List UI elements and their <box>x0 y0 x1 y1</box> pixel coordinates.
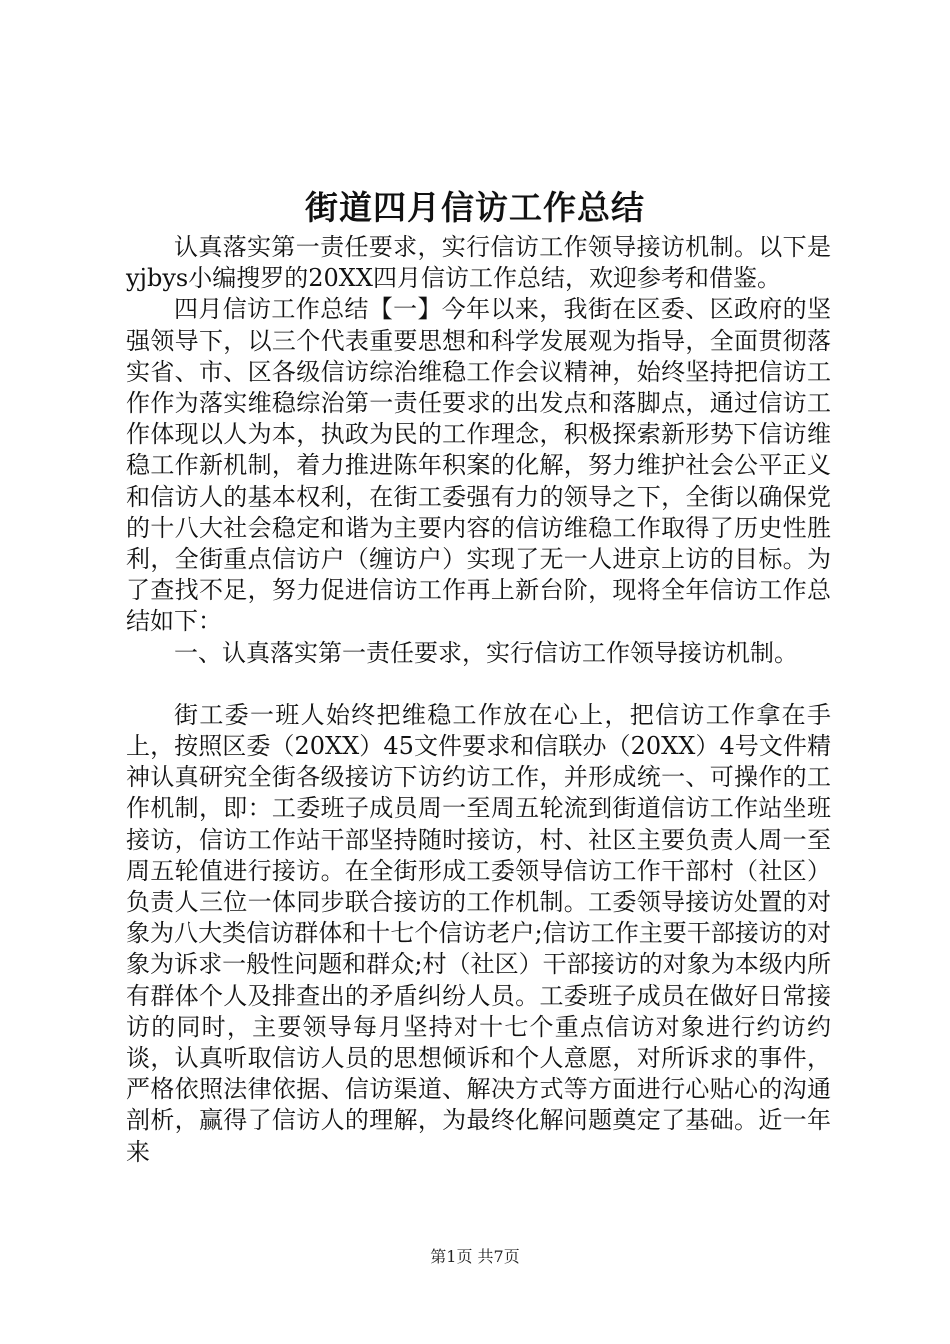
section-heading-1: 一、认真落实第一责任要求，实行信访工作领导接访机制。 <box>174 638 798 667</box>
document-body <box>126 232 831 1168</box>
summary-paragraph: 四月信访工作总结【一】今年以来，我街在区委、区政府的坚强领导下，以三个代表重要思想和科学发展观为指导，全面贯彻落实省、市、区各级信访综治维稳工作会议精神，始终坚持把信访工作作为落实维稳综治第一责任要求的出发点和落脚点，通过信访工作体现以人为本，执政为民的工作理念，积极探索新形势下信访维稳工作新机制，着力推进陈年积案的化解，努力维护社会公平正义和信访人的基本权利，在街工委强有力的领导之下，全街以确保党的十八大社会稳定和谐为主要内容的信访维稳工作取得了历史性胜利，全街重点信访户（缠访户）实现了无一人进京上访的目标。为了查找不足，努力促进信访工作再上新台阶，现将全年信访工作总结如下： <box>126 295 831 636</box>
section-1-paragraph: 街工委一班人始终把维稳工作放在心上，把信访工作拿在手上，按照区委（20XX）45文件要求和信联办（20XX）4号文件精神认真研究全街各级接访下访约访工作，并形成统一、可操作的工作机制，即：工委班子成员周一至周五轮流到街道信访工作站坐班接访，信访工作站干部坚持随时接访，村、社区主要负责人周一至周五轮值进行接访。在全街形成工委领导信访工作干部村（社区）负责人三位一体同步联合接访的工作机制。工委领导接访处置的对象为八大类信访群体和十七个信访老户;信访工作主要干部接访的对象为诉求一般性问题和群众;村（社区）干部接访的对象为本级内所有群体个人及排查出的矛盾纠纷人员。工委班子成员在做好日常接访的同时，主要领导每月坚持对十七个重点信访对象进行约访约谈，认真听取信访人员的思想倾诉和个人意愿，对所诉求的事件，严格依照法律依据、信访渠道、解决方式等方面进行心贴心的沟通剖析，赢得了信访人的理解，为最终化解问题奠定了基础。近一年来 <box>126 700 831 1166</box>
document-title: 街道四月信访工作总结 <box>305 188 645 227</box>
page-number-footer: 第1页 共7页 <box>430 1247 520 1266</box>
paragraph-spacer <box>126 669 831 700</box>
intro-paragraph: 认真落实第一责任要求，实行信访工作领导接访机制。以下是yjbys小编搜罗的20XX四月信访工作总结，欢迎参考和借鉴。 <box>126 233 831 293</box>
